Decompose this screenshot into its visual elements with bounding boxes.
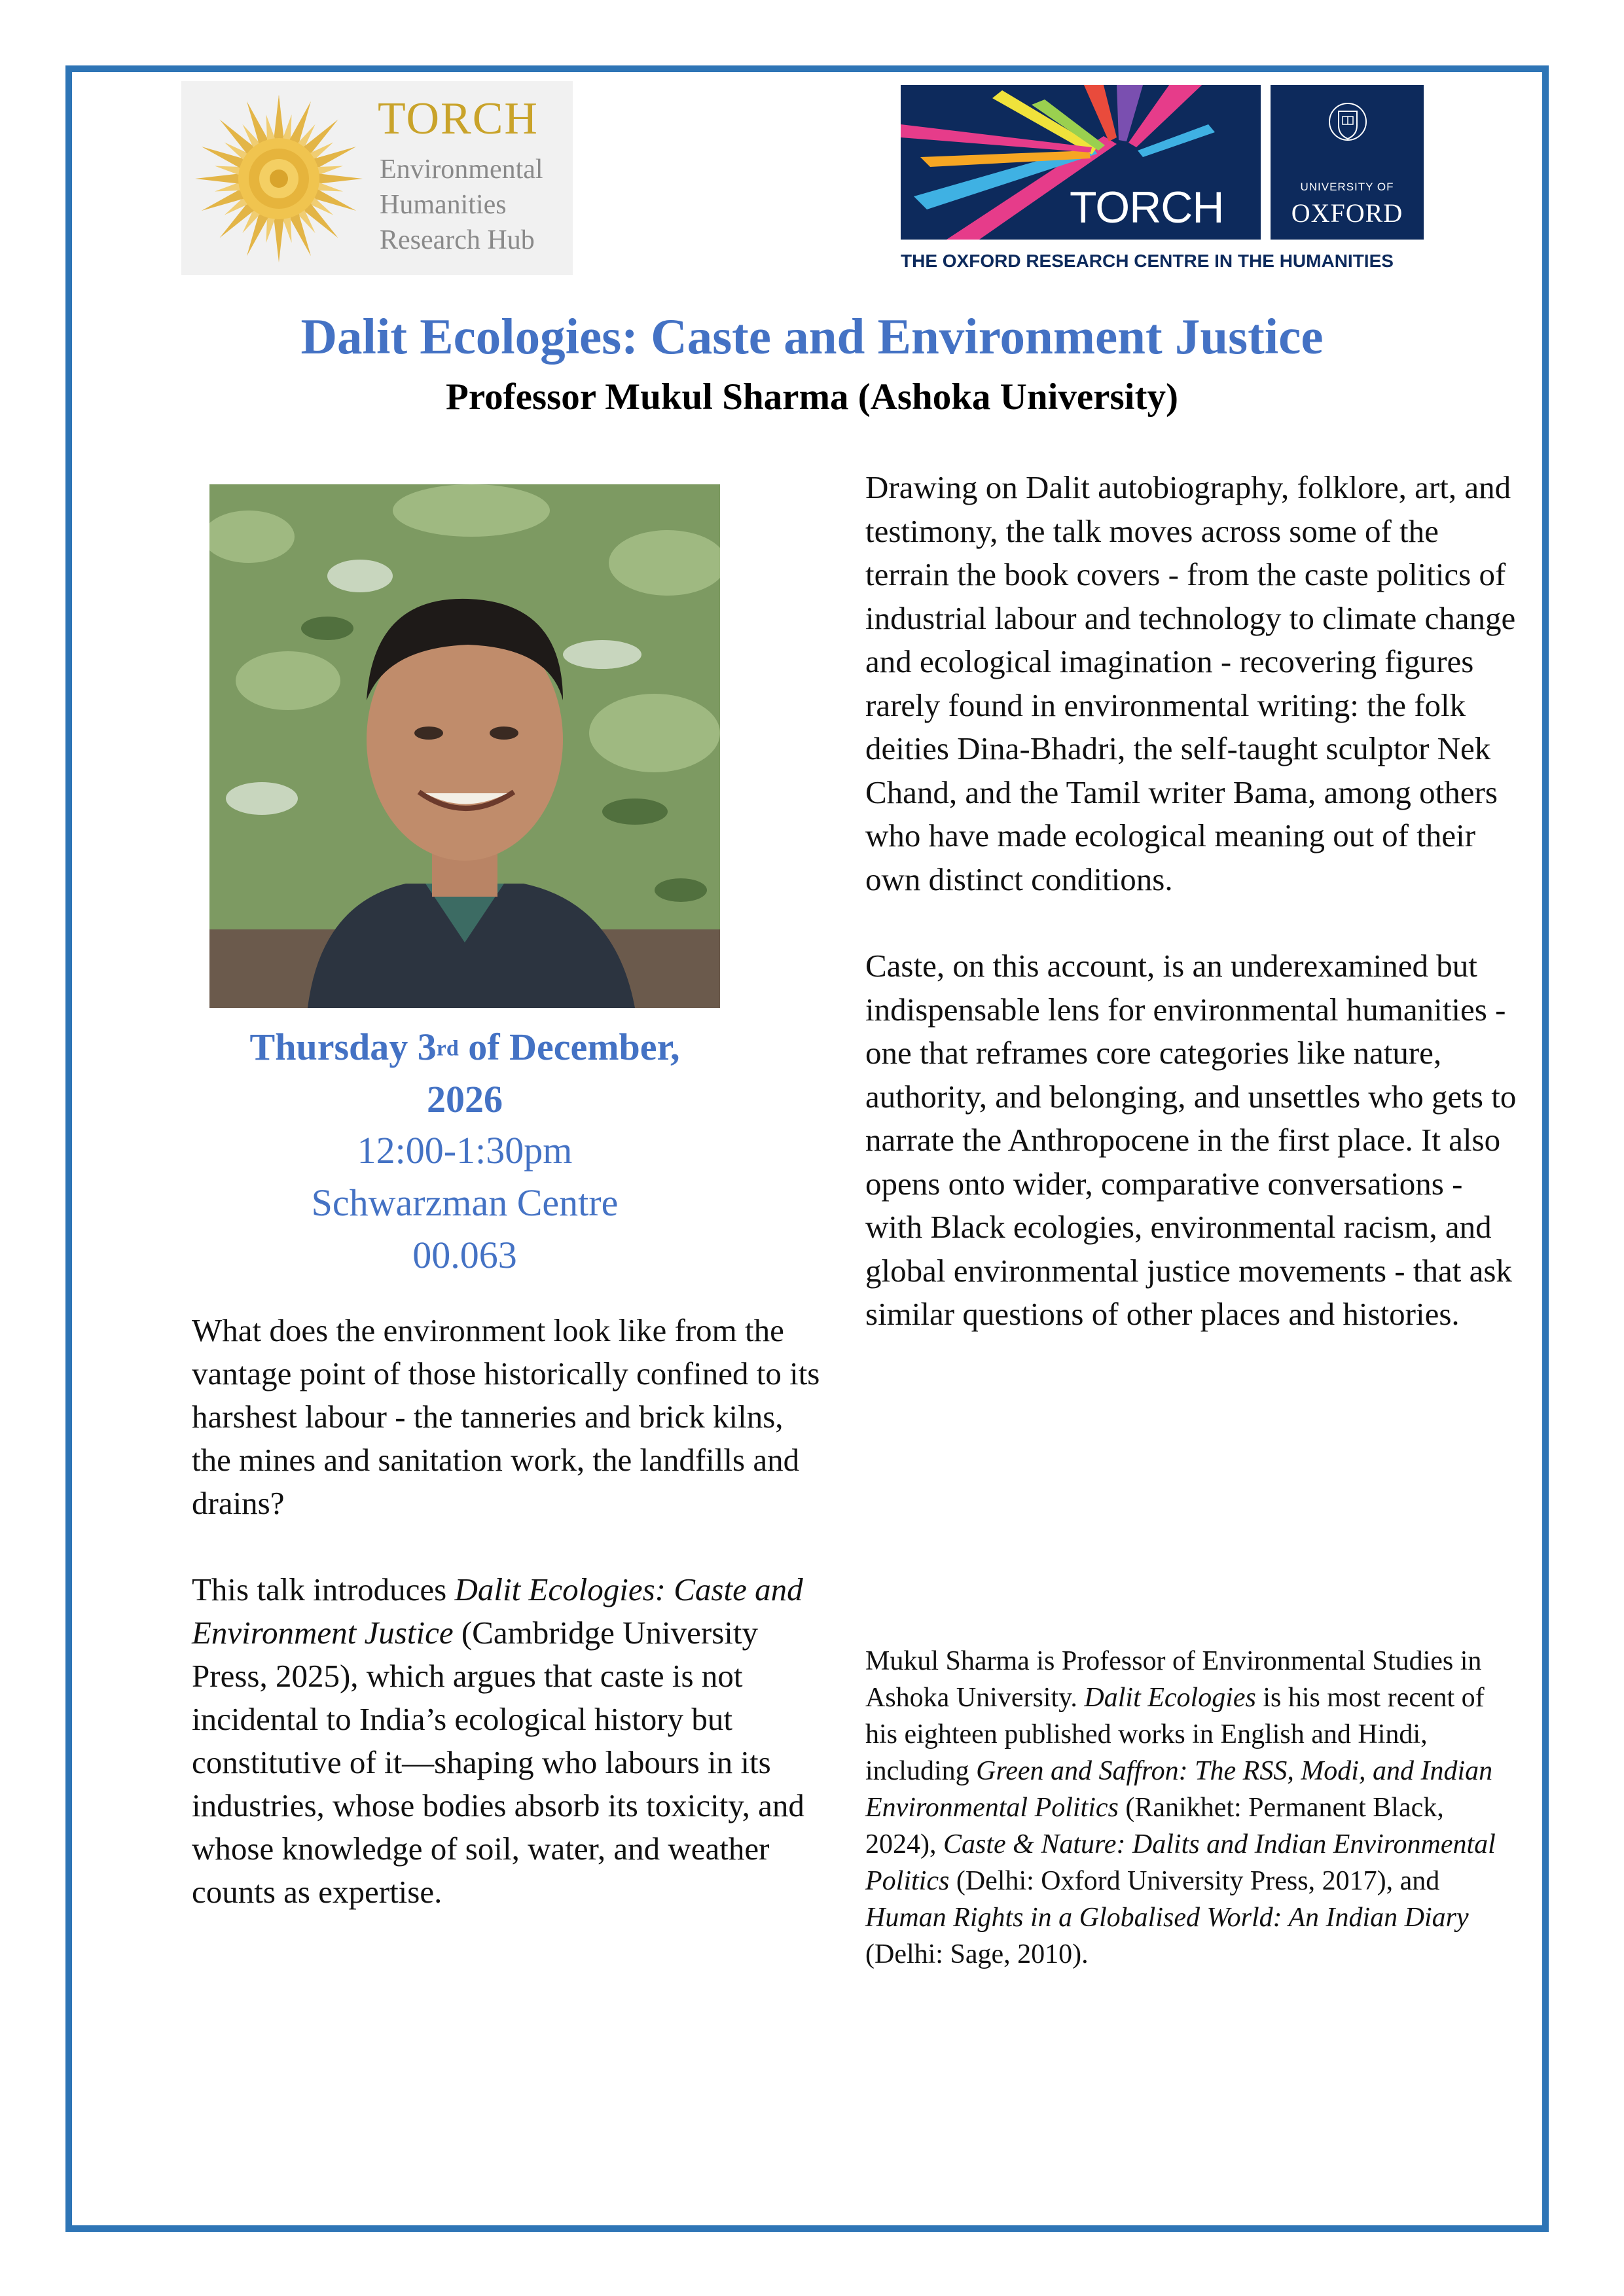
oxford-wordmark: OXFORD xyxy=(1291,198,1403,228)
right-column xyxy=(865,466,1520,1336)
sunburst-icon xyxy=(190,90,367,267)
intro-paragraph: What does the environment look like from the vantage point of those historically confined to its harshest labour - the tanneries and brick kilns, the mines and sanitation work, the landfills and drains? xyxy=(192,1312,820,1521)
torch-logo-title: TORCH xyxy=(378,94,539,144)
caste-lens-paragraph: Caste, on this account, is an underexamined but indispensable lens for environmental humanities - one that reframes core categories like nature, authority, and belonging, and unsettles who gets to narrate the Anthropocene in the first place. It also opens onto wider, comparative conversations - with Black ecologies, environmental racism, and global environmental justice movements - that ask similar questions of other places and histories. xyxy=(865,948,1517,1332)
event-room: 00.063 xyxy=(412,1234,517,1276)
date-ordinal: rd xyxy=(436,1036,459,1061)
talk-description-paragraph: Drawing on Dalit autobiography, folklore, art, and testimony, the talk moves across some of the terrain the book covers - from the caste politics of industrial labour and technology to climate change and ecological imagination - recovering figures rarely found in environmental writing: the folk deities Dina-Bhadri, the self-taught sculptor Nek Chand, and the Tamil writer Bama, among others who have made ecological meaning out of their own distinct conditions. xyxy=(865,469,1516,897)
torch-logo xyxy=(901,85,1261,240)
speaker-photo xyxy=(209,484,720,1008)
torch-environmental-humanities-logo xyxy=(181,81,573,275)
hub-name: Environmental Humanities Research Hub xyxy=(380,154,543,255)
event-day: Thursday 3 xyxy=(249,1026,437,1068)
event-year: 2026 xyxy=(427,1078,503,1121)
oxford-crest-icon xyxy=(1328,99,1367,152)
left-column xyxy=(192,1309,827,1914)
speaker-portrait-image xyxy=(209,484,720,1008)
speaker-bio: Mukul Sharma is Professor of Environmental Studies in Ashoka University. Dalit Ecologies is his most recent of his eighteen published works in English and Hindi, including Green and Saffron: The RSS, Modi, and Indian Environmental Politics (Ranikhet: Permanent Black, 2024), Caste & Nature: Dalits and Indian Environmental Politics (Delhi: Oxford University Press, 2017), and Human Rights in a Globalised World: An Indian Diary (Delhi: Sage, 2010). xyxy=(865,1646,1496,1969)
event-date xyxy=(196,1025,733,1069)
event-venue: Schwarzman Centre xyxy=(311,1181,619,1224)
torch-tagline: THE OXFORD RESEARCH CENTRE IN THE HUMANITIES xyxy=(901,251,1394,271)
torch-oxford-logo xyxy=(901,85,1424,281)
speaker-name: Professor Mukul Sharma (Ashoka University) xyxy=(446,376,1178,418)
book-title: Dalit Ecologies: Caste and Environment Justice xyxy=(192,1571,803,1651)
event-time: 12:00-1:30pm xyxy=(357,1129,573,1172)
university-of-label: UNIVERSITY OF xyxy=(1300,181,1394,193)
event-title: Dalit Ecologies: Caste and Environment Justice xyxy=(300,308,1324,365)
oxford-logo xyxy=(1271,85,1424,240)
torch-wordmark: TORCH xyxy=(1070,183,1224,232)
book-paragraph: This talk introduces Dalit Ecologies: Caste and Environment Justice (Cambridge University Press, 2025), which argues that caste is not incidental to India’s ecological history but constitutive of it—shaping who labours in its industries, whose bodies absorb its toxicity, and whose knowledge of soil, water, and weather counts as expertise. xyxy=(192,1571,804,1910)
event-month: of December, xyxy=(458,1026,680,1068)
